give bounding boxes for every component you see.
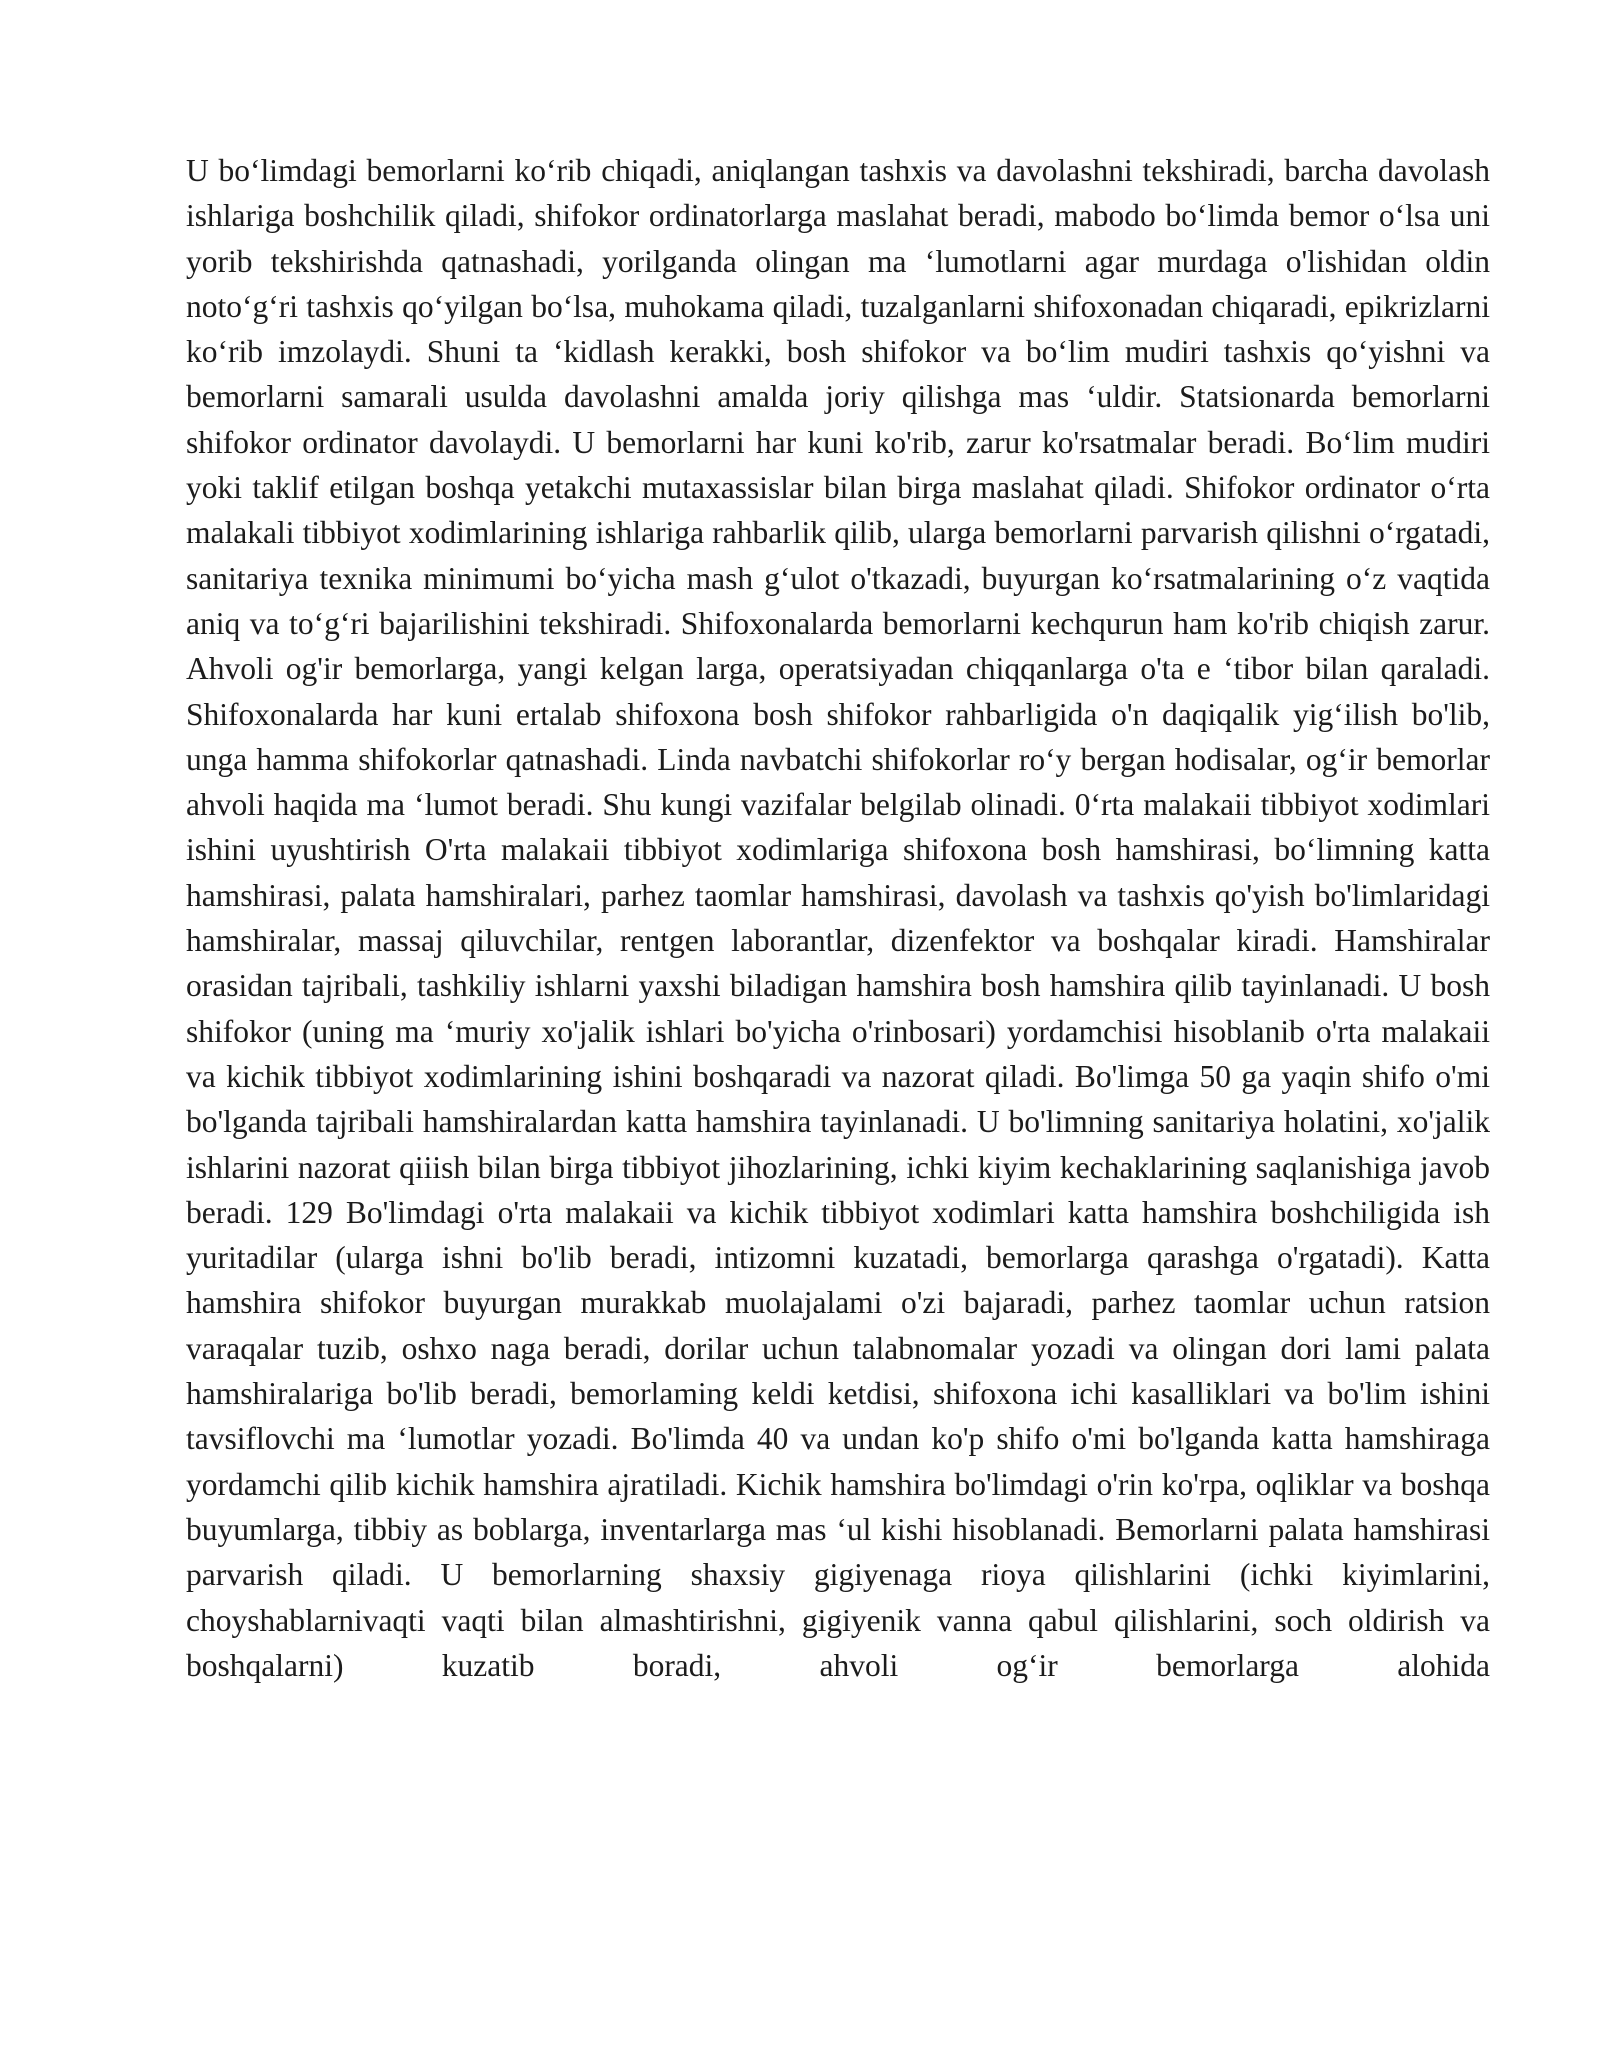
body-paragraph: U bo‘limdagi bemorlarni ko‘rib chiqadi, aniqlangan tashxis va davolashni tekshiradi, barcha davolash ishlariga boshchilik qiladi, shifokor ordinatorlarga maslahat beradi, mabodo bo‘limda bemor o‘lsa uni yorib tekshirishda qatnashadi, yorilganda olingan ma ‘lumotlarni agar murdaga o'lishidan oldin noto‘g‘ri tashxis qo‘yilgan bo‘lsa, muhokama qiladi, tuzalganlarni shifoxonadan chiqaradi, epikrizlarni ko‘rib imzolaydi. Shuni ta ‘kidlash kerakki, bosh shifokor va bo‘lim mudiri tashxis qo‘yishni va bemorlarni samarali usulda davolashni amalda joriy qilishga mas ‘uldir. Statsionarda bemorlarni shifokor ordinator davolaydi. U bemorlarni har kuni ko'rib, zarur ko'rsatmalar beradi. Bo‘lim mudiri yoki taklif etilgan boshqa yetakchi mutaxassislar bilan birga maslahat qiladi. Shifokor ordinator o‘rta malakali tibbiyot xodimlarining ishlariga rahbarlik qilib, ularga bemorlarni parvarish qilishni o‘rgatadi, sanitariya texnika minimumi bo‘yicha mash g‘ulot o'tkazadi, buyurgan ko‘rsatmalarining o‘z vaqtida aniq va to‘g‘ri bajarilishini tekshiradi. Shifoxonalarda bemorlarni kechqurun ham ko'rib chiqish zarur. Ahvoli og'ir bemorlarga, yangi kelgan larga, operatsiyadan chiqqanlarga o'ta e ‘tibor bilan qaraladi. Shifoxonalarda har kuni ertalab shifoxona bosh shifokor rahbarligida o'n daqiqalik yig‘ilish bo'lib, unga hamma shifokorlar qatnashadi. Linda navbatchi shifokorlar ro‘y bergan hodisalar, og‘ir bemorlar ahvoli haqida ma ‘lumot beradi. Shu kungi vazifalar belgilab olinadi. 0‘rta malakaii tibbiyot xodimlari ishini uyushtirish O'rta malakaii tibbiyot xodimlariga shifoxona bosh hamshirasi, bo‘limning katta hamshirasi, palata hamshiralari, parhez taomlar hamshirasi, davolash va tashxis qo'yish bo'limlaridagi hamshiralar, massaj qiluvchilar, rentgen laborantlar, dizenfektor va boshqalar kiradi. Hamshiralar orasidan tajribali, tashkiliy ishlarni yaxshi biladigan hamshira bosh hamshira qilib tayinlanadi. U bosh shifokor (uning ma ‘muriy xo'jalik ishlari bo'yicha o'rinbosari) yordamchisi hisoblanib o'rta malakaii va kichik tibbiyot xodimlarining ishini boshqaradi va nazorat qiladi. Bo'limga 50 ga yaqin shifo o'mi bo'lganda tajribali hamshiralardan katta hamshira tayinlanadi. U bo'limning sanitariya holatini, xo'jalik ishlarini nazorat qiiish bilan birga tibbiyot jihozlarining, ichki kiyim kechaklarining saqlanishiga javob beradi. 129 Bo'limdagi o'rta malakaii va kichik tibbiyot xodimlari katta hamshira boshchiligida ish yuritadilar (ularga ishni bo'lib beradi, intizomni kuzatadi, bemorlarga qarashga o'rgatadi). Katta hamshira shifokor buyurgan murakkab muolajalami o'zi bajaradi, parhez taomlar uchun ratsion varaqalar tuzib, oshxo naga beradi, dorilar uchun talabnomalar yozadi va olingan dori lami palata hamshiralariga bo'lib beradi, bemorlaming keldi ketdisi, shifoxona ichi kasalliklari va bo'lim ishini tavsiflovchi ma ‘lumotlar yozadi. Bo'limda 40 va undan ko'p shifo o'mi bo'lganda katta hamshiraga yordamchi qilib kichik hamshira ajratiladi. Kichik hamshira bo'limdagi o'rin ko'rpa, oqliklar va boshqa buyumlarga, tibbiy as boblarga, inventarlarga mas ‘ul kishi hisoblanadi. Bemorlarni palata hamshirasi parvarish qiladi. U bemorlarning shaxsiy gigiyenaga rioya qilishlarini (ichki kiyimlarini, choyshablarnivaqti vaqti bilan almashtirishni, gigiyenik vanna qabul qilishlarini, soch oldirish va boshqalarni) kuzatib boradi, ahvoli og‘ir bemorlarga alohida [186,153,1490,1683]
